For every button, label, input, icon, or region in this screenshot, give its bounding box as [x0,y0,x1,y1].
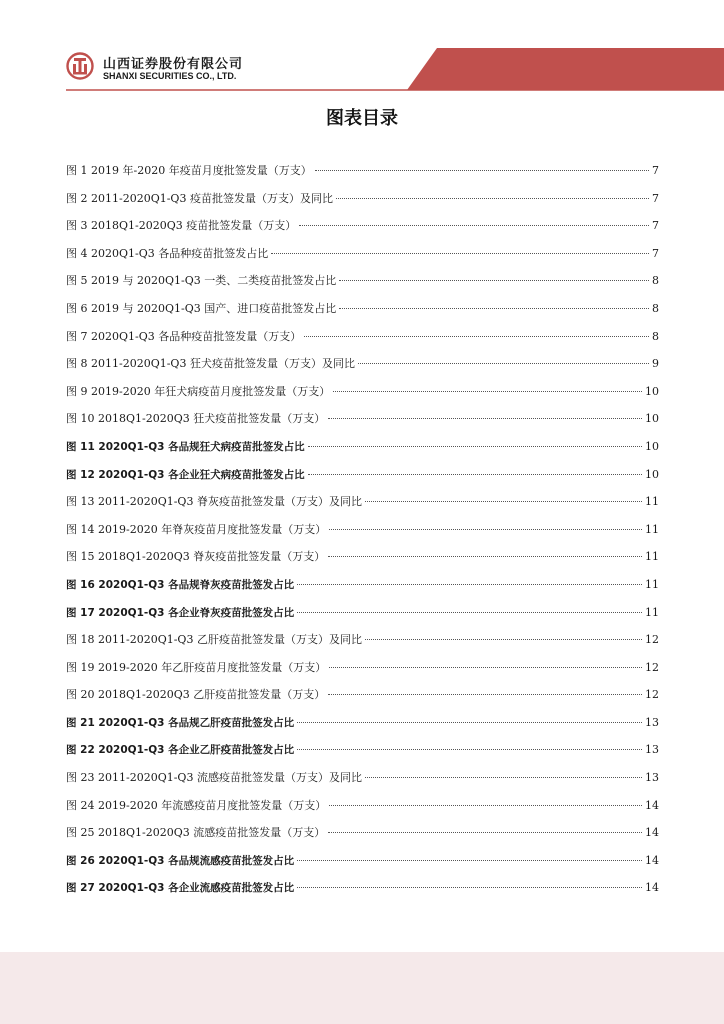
company-logo-icon [66,52,94,80]
toc-item-page-number: 13 [645,771,659,785]
toc-item-label: 图 16 2020Q1-Q3 各品规脊灰疫苗批签发占比 [66,578,295,591]
toc-item-page-number: 11 [645,522,659,536]
toc-item-label: 图 20 2018Q1-2020Q3 乙肝疫苗批签发量（万支） [66,688,326,702]
toc-item[interactable] [66,654,659,682]
footer-band [0,952,724,1024]
toc-item-page-number: 7 [652,191,659,205]
toc-item[interactable] [66,847,659,875]
company-name-cn: 山西证券股份有限公司 [103,57,244,72]
toc-item-label: 图 9 2019-2020 年狂犬病疫苗月度批签发量（万支） [66,384,331,398]
toc-item-label: 图 1 2019 年-2020 年疫苗月度批签发量（万支） [66,164,312,177]
toc-item-page-number: 11 [645,550,659,564]
header-red-band [0,0,724,100]
toc-item[interactable] [66,488,659,516]
toc-item-label: 图 12 2020Q1-Q3 各企业狂犬病疫苗批签发占比 [66,468,305,481]
toc-item[interactable] [66,185,659,213]
dot-leader [328,694,642,695]
dot-leader [328,832,642,833]
toc-item-page-number: 7 [652,164,659,177]
dot-leader [297,612,642,613]
toc-item-page-number: 7 [652,219,659,233]
dot-leader [304,336,649,337]
toc-item[interactable] [66,516,659,544]
toc-item[interactable] [66,240,659,268]
toc-item[interactable] [66,433,659,461]
toc-item[interactable] [66,350,659,378]
toc-item-label: 图 11 2020Q1-Q3 各品规狂犬病疫苗批签发占比 [66,440,305,453]
toc-item[interactable] [66,295,659,323]
toc-item[interactable] [66,792,659,820]
toc-item-label: 图 26 2020Q1-Q3 各品规流感疫苗批签发占比 [66,854,295,867]
toc-item-page-number: 8 [652,329,659,343]
toc-item-page-number: 12 [645,688,659,702]
toc-item-page-number: 13 [645,715,659,729]
dot-leader [308,474,642,475]
toc-item-page-number: 14 [645,853,659,867]
toc-item-page-number: 8 [652,274,659,288]
toc-item[interactable] [66,736,659,764]
toc-item[interactable] [66,681,659,709]
toc-item-page-number: 10 [645,467,659,481]
toc-item-label: 图 19 2019-2020 年乙肝疫苗月度批签发量（万支） [66,660,327,674]
dot-leader [328,418,642,419]
toc-item[interactable] [66,543,659,571]
page-title: 图表目录 [326,108,398,129]
toc-item[interactable] [66,709,659,737]
dot-leader [336,198,649,199]
toc-item[interactable] [66,157,659,185]
dot-leader [365,501,642,502]
toc-item-page-number: 7 [652,246,659,260]
toc-item[interactable] [66,819,659,847]
toc-item-label: 图 2 2011-2020Q1-Q3 疫苗批签发量（万支）及同比 [66,191,333,205]
toc-item-page-number: 10 [645,384,659,398]
page-header [0,0,724,100]
toc-item-page-number: 11 [645,577,659,591]
toc-item-label: 图 10 2018Q1-2020Q3 狂犬疫苗批签发量（万支） [66,412,326,426]
dot-leader [329,529,642,530]
toc-item[interactable] [66,323,659,351]
toc-item-page-number: 11 [645,605,659,619]
toc-item-label: 图 18 2011-2020Q1-Q3 乙肝疫苗批签发量（万支）及同比 [66,633,362,647]
toc-item[interactable] [66,571,659,599]
toc-item-label: 图 23 2011-2020Q1-Q3 流感疫苗批签发量（万支）及同比 [66,771,362,785]
toc-item-label: 图 15 2018Q1-2020Q3 脊灰疫苗批签发量（万支） [66,550,326,564]
dot-leader [308,446,642,447]
dot-leader [333,391,642,392]
toc-item-label: 图 13 2011-2020Q1-Q3 脊灰疫苗批签发量（万支）及同比 [66,495,362,509]
toc-item-label: 图 17 2020Q1-Q3 各企业脊灰疫苗批签发占比 [66,606,295,619]
toc-item-label: 图 21 2020Q1-Q3 各品规乙肝疫苗批签发占比 [66,716,295,729]
dot-leader [339,280,649,281]
toc-item-label: 图 7 2020Q1-Q3 各品种疫苗批签发量（万支） [66,329,302,343]
dot-leader [297,749,642,750]
toc-item-label: 图 6 2019 与 2020Q1-Q3 国产、进口疫苗批签发占比 [66,301,337,315]
toc-item-label: 图 22 2020Q1-Q3 各企业乙肝疫苗批签发占比 [66,744,295,757]
dot-leader [297,584,642,585]
toc-item-page-number: 9 [652,357,659,371]
dot-leader [365,639,642,640]
dot-leader [315,170,649,171]
toc-item-page-number: 14 [645,798,659,812]
toc-item[interactable] [66,267,659,295]
toc-item[interactable] [66,378,659,406]
toc-item-page-number: 13 [645,743,659,757]
toc-item-page-number: 12 [645,660,659,674]
toc-item-page-number: 11 [645,495,659,509]
table-of-figures [66,157,659,902]
dot-leader [328,556,642,557]
toc-item-label: 图 8 2011-2020Q1-Q3 狂犬疫苗批签发量（万支）及同比 [66,357,355,371]
toc-item-page-number: 10 [645,439,659,453]
dot-leader [358,363,649,364]
toc-item-page-number: 14 [645,826,659,840]
company-name-en: SHANXI SECURITIES CO., LTD. [103,71,237,81]
toc-item-page-number: 14 [645,881,659,895]
toc-item-label: 图 5 2019 与 2020Q1-Q3 一类、二类疫苗批签发占比 [66,274,337,288]
toc-item-label: 图 25 2018Q1-2020Q3 流感疫苗批签发量（万支） [66,826,326,840]
toc-item-page-number: 8 [652,301,659,315]
toc-item-page-number: 12 [645,633,659,647]
dot-leader [297,860,642,861]
dot-leader [339,308,649,309]
toc-item[interactable] [66,764,659,792]
toc-item-label: 图 3 2018Q1-2020Q3 疫苗批签发量（万支） [66,219,297,233]
toc-item[interactable] [66,599,659,627]
toc-item-label: 图 27 2020Q1-Q3 各企业流感疫苗批签发占比 [66,882,295,895]
toc-item-label: 图 14 2019-2020 年脊灰疫苗月度批签发量（万支） [66,522,327,536]
toc-item-label: 图 4 2020Q1-Q3 各品种疫苗批签发占比 [66,246,269,260]
toc-item[interactable] [66,212,659,240]
toc-item-page-number: 10 [645,412,659,426]
toc-item[interactable] [66,874,659,902]
toc-item[interactable] [66,461,659,489]
dot-leader [297,887,642,888]
toc-item[interactable] [66,626,659,654]
toc-item[interactable] [66,405,659,433]
dot-leader [329,805,642,806]
dot-leader [297,722,642,723]
dot-leader [365,777,642,778]
toc-item-label: 图 24 2019-2020 年流感疫苗月度批签发量（万支） [66,798,327,812]
dot-leader [299,225,649,226]
dot-leader [329,667,642,668]
dot-leader [271,253,649,254]
